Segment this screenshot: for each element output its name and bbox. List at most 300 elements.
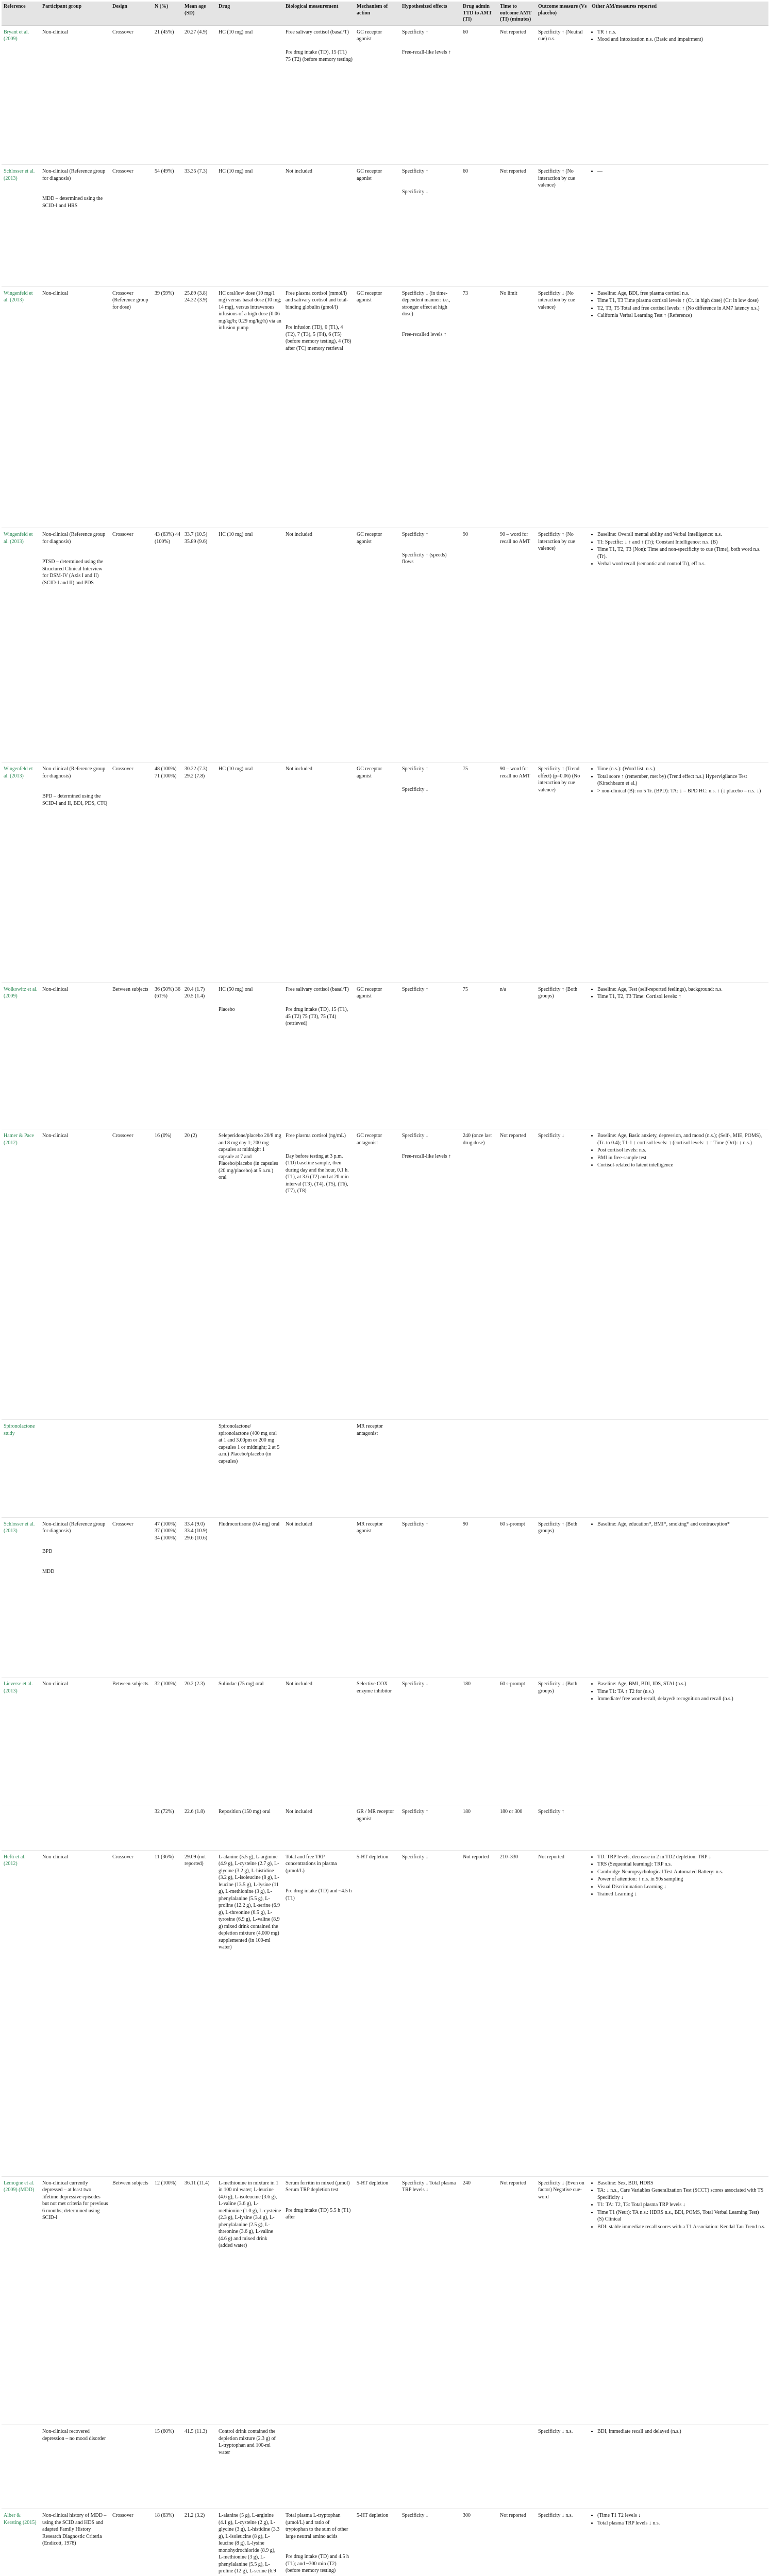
drug-cell xyxy=(216,1677,283,1805)
other-measures-list xyxy=(592,2428,766,2435)
other-measures-list xyxy=(592,986,766,1001)
cell-line: Specificity ↑ xyxy=(402,532,428,538)
participant-group-cell xyxy=(40,286,110,528)
cell-line: Specificity ↑ xyxy=(402,29,428,35)
cell-line: Specificity ↓ xyxy=(402,1681,428,1687)
list-item: • Baseline: Sex, BDI, HDRS xyxy=(597,2180,766,2187)
mean-age-cell: 36.11 (11.4) xyxy=(182,2176,216,2425)
hypothesized-effects-cell xyxy=(400,2176,461,2425)
other-measures-cell xyxy=(590,2425,768,2509)
column-header: Design xyxy=(110,2,153,25)
reference-cell: Wingenfeld et al. (2013) xyxy=(2,528,40,762)
column-header: Hypothesized effects xyxy=(400,2,461,25)
biological-measurement-cell xyxy=(283,2425,355,2509)
participant-group-cell xyxy=(40,528,110,762)
mechanism-cell xyxy=(355,25,400,165)
design-cell: Between subjects xyxy=(110,2176,153,2425)
table-row xyxy=(2,1420,768,1518)
design-cell xyxy=(110,1420,153,1518)
drug-cell xyxy=(216,2425,283,2509)
cell-line: Non-clinical currently depressed – at least two lifetime depressive episodes but not met criteria for previous 6 months; determined using SCID-I xyxy=(42,2180,108,2221)
cell-line: Specificity ↑ xyxy=(402,1521,428,1527)
drug-cell xyxy=(216,1517,283,1677)
outcome-measure-cell xyxy=(536,1805,590,1851)
cell-line: HC (10 mg) oral xyxy=(219,766,253,772)
mechanism-cell xyxy=(355,2509,400,2576)
participant-group-cell xyxy=(40,1677,110,1805)
design-cell: Crossover xyxy=(110,1129,153,1420)
time-to-outcome-cell: Not reported xyxy=(498,2176,536,2425)
mechanism-cell xyxy=(355,2176,400,2425)
cell-line: Specificity ↓ n.s. xyxy=(538,2429,573,2435)
time-to-outcome-cell: No limit xyxy=(498,286,536,528)
table-header-row xyxy=(2,2,768,25)
list-item: • — xyxy=(597,168,766,175)
participant-group-cell xyxy=(40,1805,110,1851)
drug-cell xyxy=(216,1129,283,1420)
cell-line: Not included xyxy=(286,1681,312,1687)
reference-cell xyxy=(2,1805,40,1851)
list-item: • Baseline: Age, Test (self-reported feelings), background: n.s. xyxy=(597,986,766,993)
cell-line: MR receptor antagonist xyxy=(357,1423,383,1436)
cell-line: 5-HT depletion xyxy=(357,2180,389,2186)
drug-cell xyxy=(216,1805,283,1851)
reference-cell: Spironolactone study xyxy=(2,1420,40,1518)
column-header: Other AM/measures reported xyxy=(590,2,768,25)
cell-line: MDD – determined using the SCID-I and HRS xyxy=(42,196,103,209)
cell-line: Placebo xyxy=(219,1007,235,1013)
other-measures-list xyxy=(592,2180,766,2231)
other-measures-list xyxy=(592,1521,766,1528)
list-item: • TI: Specific: ↓ ↑ and ↑ (Tr); Constant Intelligence: n.s. (B) xyxy=(597,539,766,546)
other-measures-cell xyxy=(590,25,768,165)
list-item: • Verbal word recall (semantic and control Tr), eff n.s. xyxy=(597,561,766,568)
column-header: N (%) xyxy=(153,2,182,25)
cell-line: GC receptor antagonist xyxy=(357,1133,382,1146)
drug-cell xyxy=(216,1850,283,2176)
biological-measurement-cell xyxy=(283,1517,355,1677)
biological-measurement-cell xyxy=(283,1850,355,2176)
drug-admin-time-cell: 180 xyxy=(461,1805,498,1851)
n-cell: 39 (59%) xyxy=(153,286,182,528)
table-row xyxy=(2,2509,768,2576)
reference-cell: Wolkowitz et al. (2009) xyxy=(2,982,40,1129)
cell-line: BPD – determined using the SCID-I and II, BDI, PDS, CTQ xyxy=(42,793,108,806)
participant-group-cell xyxy=(40,2425,110,2509)
cell-line: HC (10 mg) oral xyxy=(219,168,253,175)
cell-line: Specificity ↓ xyxy=(538,1133,564,1139)
hypothesized-effects-cell xyxy=(400,1677,461,1805)
cell-line: Free salivary cortisol (basal/T) xyxy=(286,29,349,35)
biological-measurement-cell xyxy=(283,165,355,287)
design-cell: Crossover (Reference group for dose) xyxy=(110,286,153,528)
list-item: • Baseline: Age, BDI, free plasma cortisol n.s. xyxy=(597,290,766,297)
drug-admin-time-cell xyxy=(461,1420,498,1518)
mean-age-cell: 41.5 (11.3) xyxy=(182,2425,216,2509)
list-item: • T2, T3, T5 Total and free cortisol levels: ↑ (No difference in AM7 latency n.s.) xyxy=(597,305,766,312)
drug-admin-time-cell: 240 (once last drug dose) xyxy=(461,1129,498,1420)
list-item: • TRS (Sequential learning): TRP n.s. xyxy=(597,1861,766,1868)
other-measures-list xyxy=(592,1132,766,1169)
cell-line: Specificity ↓ xyxy=(402,1133,428,1139)
list-item: • Immediate/ free word-recall, delayed/ recognition and recall (n.s.) xyxy=(597,1696,766,1703)
other-measures-list xyxy=(592,2512,766,2527)
drug-cell xyxy=(216,528,283,762)
cell-line: L-alanine (5.5 g), L-arginine (4.9 g), L-cysteine (2.7 g), L-glycine (3.2 g), L-histidine (3.2 g), L-isoleucine (8 g), L-leucine (13.5 g), L-lysine (11 g), L-methionine (3 g), L-phenylalanine (5.5 g), L-proline (12.2 g), L-serine (6.9 g), L-threonine (6.5 g), L-tyrosine (6.9 g), L-valine (8.9 g) mixed drink contained the depletion mixture (4,000 mg) supplemented (in 100-ml water) xyxy=(219,1854,280,1951)
cell-line: Pre drug intake (TD) and 4.5 h (T1); and ~300 min (T2) (before memory testing) xyxy=(286,2554,349,2574)
table-row xyxy=(2,1677,768,1805)
design-cell: Crossover xyxy=(110,2509,153,2576)
biological-measurement-cell xyxy=(283,2509,355,2576)
other-measures-cell xyxy=(590,1517,768,1677)
outcome-measure-cell xyxy=(536,1517,590,1677)
cell-line: Specificity ↑ (No interaction by cue valence) xyxy=(538,532,575,552)
mechanism-cell xyxy=(355,1517,400,1677)
cell-line: Specificity ↑ xyxy=(402,168,428,175)
participant-group-cell xyxy=(40,2509,110,2576)
mechanism-cell xyxy=(355,1129,400,1420)
cell-line: HC (10 mg) oral xyxy=(219,29,253,35)
list-item: • BDI, immediate recall and delayed (n.s.) xyxy=(597,2428,766,2435)
cell-line: Non-clinical history of MDD – using the SCID and HDS and adapted Family History Research Diagnostic Criteria (Endicott, 1978) xyxy=(42,2513,107,2547)
cell-line: Non-clinical (Reference group for diagnosis) xyxy=(42,766,106,779)
cell-line: Specificity ↓ (No interaction by cue valence) xyxy=(538,290,575,310)
n-cell: 16 (0%) xyxy=(153,1129,182,1420)
reference-cell: Wingenfeld et al. (2013) xyxy=(2,286,40,528)
cell-line: Sulindac (75 mg) oral xyxy=(219,1681,264,1687)
mechanism-cell xyxy=(355,528,400,762)
table-body xyxy=(2,25,768,2576)
hypothesized-effects-cell xyxy=(400,286,461,528)
mean-age-cell: 20 (2) xyxy=(182,1129,216,1420)
cell-line: Selective COX enzyme inhibitor xyxy=(357,1681,392,1694)
list-item: • BDI: stable immediate recall scores with a T1 Association: Kendal Tau Trend n.s. xyxy=(597,2224,766,2231)
list-item: • Cambridge Neuropsychological Test Automated Battery: n.s. xyxy=(597,1869,766,1876)
participant-group-cell xyxy=(40,2176,110,2425)
mean-age-cell: 25.89 (3.8) 24.32 (3.9) xyxy=(182,286,216,528)
outcome-measure-cell xyxy=(536,1129,590,1420)
list-item: • T1: TA: T2, T3: Total plasma TRP levels ↓ xyxy=(597,2201,766,2209)
time-to-outcome-cell xyxy=(498,1420,536,1518)
cell-line: Free salivary cortisol (basal/T) xyxy=(286,986,349,992)
design-cell: Crossover xyxy=(110,528,153,762)
column-header: Participant group xyxy=(40,2,110,25)
cell-line: Pre drug intake (TD), 15 (T1), 45 (T2) 75 (T3), 75 (T4) (retrieved) xyxy=(286,1007,348,1027)
biological-measurement-cell xyxy=(283,2176,355,2425)
n-cell: 32 (72%) xyxy=(153,1805,182,1851)
biological-measurement-cell xyxy=(283,1805,355,1851)
drug-admin-time-cell: 75 xyxy=(461,982,498,1129)
mean-age-cell: 20.2 (2.3) xyxy=(182,1677,216,1805)
participant-group-cell xyxy=(40,982,110,1129)
column-header: Biological measurement xyxy=(283,2,355,25)
cell-line: MDD xyxy=(42,1569,55,1575)
mean-age-cell xyxy=(182,1420,216,1518)
n-cell: 47 (100%) 37 (100%) 34 (100%) xyxy=(153,1517,182,1677)
cell-line: Not included xyxy=(286,532,312,538)
cell-line: Specificity ↑ xyxy=(538,1809,564,1815)
list-item: • TR ↑ n.s. xyxy=(597,29,766,36)
cell-line: BPD xyxy=(42,1548,53,1554)
design-cell xyxy=(110,1805,153,1851)
drug-cell xyxy=(216,2509,283,2576)
n-cell: 48 (100%) 71 (100%) xyxy=(153,762,182,983)
table-row xyxy=(2,528,768,762)
reference-cell: Schlosser et al. (2013) xyxy=(2,1517,40,1677)
cell-line: Specificity ↑ xyxy=(402,1809,428,1815)
participant-group-cell xyxy=(40,762,110,983)
table-row xyxy=(2,25,768,165)
mechanism-cell xyxy=(355,286,400,528)
cell-line: Specificity ↑ (No interaction by cue valence) xyxy=(538,168,575,189)
list-item: • Cortisol-related to latent intelligence xyxy=(597,1162,766,1169)
cell-line: Specificity ↓ xyxy=(402,1854,428,1860)
cell-line: HC oral/low dose (10 mg/1 mg) versus basal dose (10 mg; 14 mg), versus intravenous infusions of a high dose (0.06 mg/kg/h; 0.29 mg/kg/h) via an infusion pump xyxy=(219,290,281,331)
drug-admin-time-cell: Not reported xyxy=(461,1850,498,2176)
column-header: Reference xyxy=(2,2,40,25)
other-measures-cell xyxy=(590,286,768,528)
biological-measurement-cell xyxy=(283,762,355,983)
cell-line: Specificity ↑ (Neutral cue) n.s. xyxy=(538,29,583,42)
list-item: • Visual Discrimination Learning ↓ xyxy=(597,1884,766,1891)
n-cell: 18 (63%) xyxy=(153,2509,182,2576)
column-header: Outcome measure (Vs placebo) xyxy=(536,2,590,25)
cell-line: GC receptor agonist xyxy=(357,986,382,999)
time-to-outcome-cell: 90 – word for recall no AMT xyxy=(498,528,536,762)
outcome-measure-cell xyxy=(536,1420,590,1518)
mean-age-cell: 29.09 (not reported) xyxy=(182,1850,216,2176)
cell-line: Specificity ↑ (Both groups) xyxy=(538,986,578,999)
list-item: • Time T1: TA ↑ T2 for (n.s.) xyxy=(597,1688,766,1696)
biological-measurement-cell xyxy=(283,982,355,1129)
list-item: • Time (n.s.): (Word list: n.s.) xyxy=(597,766,766,773)
design-cell: Between subjects xyxy=(110,982,153,1129)
other-measures-cell xyxy=(590,1805,768,1851)
n-cell xyxy=(153,1420,182,1518)
cell-line: Specificity ↑ (Trend effect) (p=0.06) (No interaction by cue valence) xyxy=(538,766,580,793)
cell-line: Non-clinical xyxy=(42,1133,68,1139)
cell-line: Specificity ↑ xyxy=(402,766,428,772)
cell-line: Total plasma L-tryptophan (µmol/L) and ratio of tryptophan to the sum of other large neutral amino acids xyxy=(286,2513,348,2539)
list-item: • (Time T1 T2 levels ↓ xyxy=(597,2512,766,2519)
cell-line: Pre drug intake (TD) 5.5 h (T1) after xyxy=(286,2207,351,2221)
other-measures-list xyxy=(592,29,766,43)
other-measures-cell xyxy=(590,528,768,762)
outcome-measure-cell xyxy=(536,762,590,983)
drug-admin-time-cell: 90 xyxy=(461,528,498,762)
other-measures-list xyxy=(592,1681,766,1703)
n-cell: 36 (50%) 36 (61%) xyxy=(153,982,182,1129)
mechanism-cell xyxy=(355,1805,400,1851)
participant-group-cell xyxy=(40,1850,110,2176)
cell-line: Spironolactone/ spironolactone (400 mg oral at 1 and 3.00pm or 200 mg capsules 1 or midnight; 2 at 5 a.m.) Placebo/placebo (in capsules) xyxy=(219,1423,280,1464)
cell-line: Specificity ↓ xyxy=(402,2513,428,2519)
table-row xyxy=(2,762,768,983)
outcome-measure-cell xyxy=(536,286,590,528)
cell-line: Not reported xyxy=(538,1854,564,1860)
cell-line: Non-clinical (Reference group for diagnosis) xyxy=(42,168,106,181)
list-item: • Power of attention: ↑ n.s. in 90s sampling xyxy=(597,1876,766,1883)
cell-line: Non-clinical xyxy=(42,29,68,35)
drug-cell xyxy=(216,1420,283,1518)
reference-cell: Schlosser et al. (2013) xyxy=(2,165,40,287)
biological-measurement-cell xyxy=(283,1129,355,1420)
cell-line: 5-HT depletion xyxy=(357,1854,389,1860)
other-measures-cell xyxy=(590,762,768,983)
time-to-outcome-cell: 180 or 300 xyxy=(498,1805,536,1851)
other-measures-cell xyxy=(590,1129,768,1420)
cell-line: Non-clinical xyxy=(42,1681,68,1687)
other-measures-cell xyxy=(590,1850,768,2176)
cell-line: Specificity ↓ (Even on factor) Negative cue-word xyxy=(538,2180,584,2200)
mechanism-cell xyxy=(355,1677,400,1805)
mechanism-cell xyxy=(355,165,400,287)
biological-measurement-cell xyxy=(283,286,355,528)
cell-line: Day before testing at 3 p.m. (TD) baseline sample, then during day and the hour, 0.1 h. (T1), at 3.6 (T2) and at 20 min interval (T3), (T4), (T5), (T6), (T7), (T8) xyxy=(286,1153,349,1194)
reference-cell: Alber & Kersting (2015) xyxy=(2,2509,40,2576)
cell-line: Free-recall-like levels ↑ xyxy=(402,1153,451,1159)
drug-cell xyxy=(216,165,283,287)
table-row xyxy=(2,982,768,1129)
list-item: • Trained Learning ↓ xyxy=(597,1891,766,1898)
biological-measurement-cell xyxy=(283,1420,355,1518)
other-measures-list xyxy=(592,766,766,794)
cell-line: Fludrocortisone (0.4 mg) oral xyxy=(219,1521,280,1527)
design-cell: Crossover xyxy=(110,1517,153,1677)
list-item: • Baseline: Age, Basic anxiety, depression, and mood (n.s.); (Self-, MIE, POMS), (Tr. to 0.4); T1-1 ↑ cortisol levels: ↑ (cortisol levels: ↑ ↑ Time (Oct): ↓ n.s.) xyxy=(597,1132,766,1146)
list-item: • California Verbal Learning Test ↑ (Reference) xyxy=(597,312,766,319)
mean-age-cell: 20.27 (4.9) xyxy=(182,25,216,165)
drug-admin-time-cell: 73 xyxy=(461,286,498,528)
cell-line: GC receptor agonist xyxy=(357,290,382,303)
participant-group-cell xyxy=(40,165,110,287)
n-cell: 12 (100%) xyxy=(153,2176,182,2425)
design-cell xyxy=(110,2425,153,2509)
table-row xyxy=(2,2176,768,2425)
cell-line: HC (50 mg) oral xyxy=(219,986,253,992)
other-measures-cell xyxy=(590,2176,768,2425)
time-to-outcome-cell xyxy=(498,2425,536,2509)
design-cell: Crossover xyxy=(110,1850,153,2176)
drug-admin-time-cell: 240 xyxy=(461,2176,498,2425)
time-to-outcome-cell: Not reported xyxy=(498,25,536,165)
outcome-measure-cell xyxy=(536,528,590,762)
cell-line: Total and free TRP concentrations in plasma (µmol/L) xyxy=(286,1854,337,1874)
hypothesized-effects-cell xyxy=(400,2425,461,2509)
outcome-measure-cell xyxy=(536,165,590,287)
cell-line: Non-clinical xyxy=(42,1854,68,1860)
other-measures-list xyxy=(592,531,766,568)
n-cell: 15 (60%) xyxy=(153,2425,182,2509)
cell-line: GC receptor agonist xyxy=(357,532,382,545)
cell-line: Not included xyxy=(286,1521,312,1527)
participant-group-cell xyxy=(40,1517,110,1677)
list-item: • Baseline: Age, BMI, BDI, IDS, STAI (n.s.) xyxy=(597,1681,766,1688)
column-header: Time to outcome AMT (TI) (minutes) xyxy=(498,2,536,25)
cell-line: Not included xyxy=(286,766,312,772)
mechanism-cell xyxy=(355,982,400,1129)
outcome-measure-cell xyxy=(536,2425,590,2509)
outcome-measure-cell xyxy=(536,2509,590,2576)
mechanism-cell xyxy=(355,1850,400,2176)
time-to-outcome-cell: 210–330 xyxy=(498,1850,536,2176)
cell-line: GR / MR receptor agonist xyxy=(357,1809,394,1822)
mechanism-cell xyxy=(355,1420,400,1518)
results-table xyxy=(2,2,768,2576)
mean-age-cell: 20.4 (1.7) 20.5 (1.4) xyxy=(182,982,216,1129)
cell-line: Specificity ↓ n.s. xyxy=(538,2513,573,2519)
cell-line: Specificity ↓ (in time-dependent manner: i.e., stronger effect at high dose) xyxy=(402,290,450,317)
drug-admin-time-cell: 180 xyxy=(461,1677,498,1805)
cell-line: Control drink contained the depletion mixture (2.3 g) of L-tryptophan and 100-ml water xyxy=(219,2429,276,2455)
other-measures-list xyxy=(592,168,766,175)
other-measures-cell xyxy=(590,1677,768,1805)
cell-line: Non-clinical (Reference group for diagnosis) xyxy=(42,1521,106,1534)
list-item: • Post cortisol levels: n.s. xyxy=(597,1147,766,1154)
cell-line: Non-clinical xyxy=(42,290,68,296)
table-row xyxy=(2,286,768,528)
time-to-outcome-cell: 90 – word for recall no AMT xyxy=(498,762,536,983)
time-to-outcome-cell: Not reported xyxy=(498,1129,536,1420)
table-row xyxy=(2,1129,768,1420)
hypothesized-effects-cell xyxy=(400,982,461,1129)
cell-line: Pre infusion (TD), 0 (T1), 4 (T2), 7 (T3), 5 (T4), 6 (T5) (before memory testing), 4 (T6) after (TC) memory retrieval xyxy=(286,325,351,351)
cell-line: 5-HT depletion xyxy=(357,2513,389,2519)
participant-group-cell xyxy=(40,25,110,165)
time-to-outcome-cell: n/a xyxy=(498,982,536,1129)
hypothesized-effects-cell xyxy=(400,1420,461,1518)
table-row xyxy=(2,1517,768,1677)
design-cell: Crossover xyxy=(110,165,153,287)
n-cell: 43 (63%) 44 (100%) xyxy=(153,528,182,762)
hypothesized-effects-cell xyxy=(400,762,461,983)
drug-cell xyxy=(216,25,283,165)
n-cell: 11 (36%) xyxy=(153,1850,182,2176)
cell-line: L-alanine (5 g), L-arginine (4.1 g), L-cysteine (2 g), L-glycine (3 g), L-histidine (3.3 g), L-isoleucine (8 g), L-leucine (8 g), L-lysine monohydrochloride (8.9 g), L-methionine (3 g), L-phenylalanine (5.5 g), L-proline (12 g), L-serine (6.9 xyxy=(219,2513,280,2574)
cell-line: Pre drug intake (TD), 15 (T1) 75 (T2) (before memory testing) xyxy=(286,49,353,62)
cell-line: Specificity ↓ xyxy=(402,189,428,195)
cell-line: GC receptor agonist xyxy=(357,168,382,181)
mean-age-cell: 22.6 (1.8) xyxy=(182,1805,216,1851)
list-item: • Baseline: Age, education*, BMI*, smoking* and contraception* xyxy=(597,1521,766,1528)
cell-line: Specificity ↑ (Both groups) xyxy=(538,1521,578,1534)
other-measures-list xyxy=(592,290,766,319)
cell-line: Pre drug intake (TD) and ~4.5 h (T1) xyxy=(286,1888,352,1901)
hypothesized-effects-cell xyxy=(400,2509,461,2576)
column-header: Mean age (SD) xyxy=(182,2,216,25)
drug-admin-time-cell: 60 xyxy=(461,25,498,165)
mean-age-cell: 21.2 (3.2) xyxy=(182,2509,216,2576)
list-item: • Time T1, T2, T3 (Non): Time and non-specificity to cue (Time), both word n.s. (Tr). xyxy=(597,546,766,560)
outcome-measure-cell xyxy=(536,982,590,1129)
cell-line: PTSD – determined using the Structured Clinical Interview for DSM-IV (Axis I and II) (SCID-I and II) and PDS xyxy=(42,559,104,586)
other-measures-list xyxy=(592,1854,766,1898)
outcome-measure-cell xyxy=(536,25,590,165)
time-to-outcome-cell: 60 s-prompt xyxy=(498,1517,536,1677)
cell-line: GC receptor agonist xyxy=(357,29,382,42)
design-cell: Crossover xyxy=(110,762,153,983)
mean-age-cell: 33.35 (7.3) xyxy=(182,165,216,287)
list-item: • Time T1, T2, T3 Time: Cortisol levels: ↑ xyxy=(597,993,766,1001)
other-measures-cell xyxy=(590,982,768,1129)
n-cell: 32 (100%) xyxy=(153,1677,182,1805)
reference-cell: Lemogne et al. (2009) (MDD) xyxy=(2,2176,40,2425)
design-cell: Crossover xyxy=(110,25,153,165)
drug-cell xyxy=(216,982,283,1129)
cell-line: Free-recalled levels ↑ xyxy=(402,331,447,337)
cell-line: Specificity ↓ xyxy=(402,786,428,792)
time-to-outcome-cell: 60 s-prompt xyxy=(498,1677,536,1805)
